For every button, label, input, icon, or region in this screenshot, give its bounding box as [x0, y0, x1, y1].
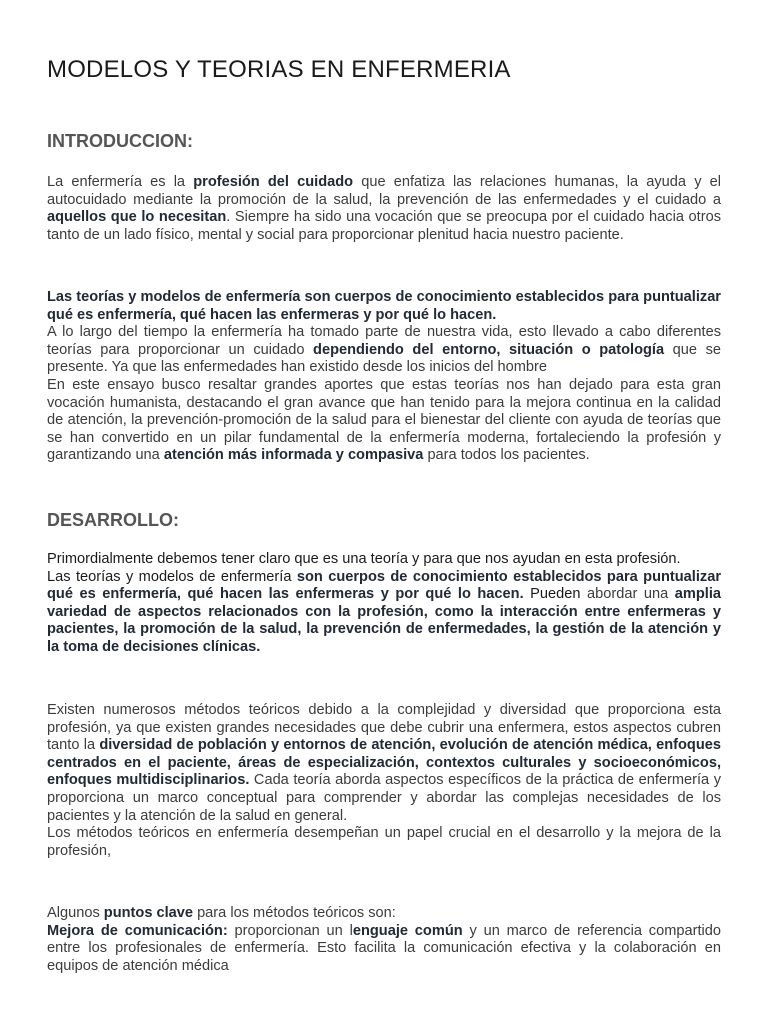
text-span: Algunos — [47, 905, 104, 921]
development-heading: DESARROLLO: — [47, 510, 179, 530]
bold-span: Mejora de comunicación: — [47, 922, 228, 939]
document-title: MODELOS Y TEORIAS EN ENFERMERIA — [47, 56, 511, 83]
bold-span: amplia variedad de aspectos relacionados con la profesión, como la interacción entre enfermeras y pacientes, la promoción de la salud, la prevención de enfermedades, la gestión de la atención y la toma de decisiones clínicas. — [47, 586, 721, 655]
text-span: . Siempre ha sido una vocación que se preocupa por el cuidado hacia otros tanto de un lado físico, mental y social para proporcionar plenitud hacia nuestro paciente. — [47, 209, 721, 243]
text-span: En este ensayo busco resaltar grandes aportes que estas teorías nos han dejado para esta gran vocación humanista, destacando el gran avance que han tenido para la mejora continua en la calidad de atención, la prevención-promoción de la salud para el bienestar del cliente con ayuda de teorías que se han convertido en un pilar fundamental de la enfermería moderna, fortaleciendo la profesión y garantizando una — [47, 376, 721, 464]
bold-span: aquellos que lo necesitan — [47, 209, 227, 226]
text-span: La enfermería es la — [47, 174, 194, 190]
development-paragraph-2 — [47, 702, 721, 860]
bold-span: dependiendo del entorno, situación o patología — [313, 341, 665, 358]
bold-span: diversidad de población y entornos de atención, evolución de atención médica, enfoques centrados en el paciente, áreas de especialización, contextos culturales y socioeconómicos, enfoques multidisciplinarios. — [47, 737, 721, 789]
intro-heading: INTRODUCCION: — [47, 131, 193, 151]
bold-span: Las teorías y modelos de enfermería son cuerpos de conocimiento establecidos para puntualizar qué es enfermería, qué hacen las enfermeras y por qué lo hacen. — [47, 289, 721, 323]
text-span: y un marco de referencia compartido entre los profesionales de enfermería. Esto facilita la comunicación efectiva y la colaboración en equipos de atención médica — [47, 922, 721, 974]
text-span: proporcionan un l — [227, 922, 353, 939]
text-span: que enfatiza las relaciones humanas, la ayuda y el autocuidado mediante la promoción de la salud, la prevención de las enfermedades y el cuidado a — [47, 174, 722, 208]
text-span: para todos los pacientes. — [423, 447, 590, 464]
bold-span: profesión del cuidado — [193, 174, 354, 190]
text-span: Existen numerosos métodos teóricos debido a la complejidad y diversidad que proporciona esta profesión, ya que existen grandes necesidades que debe cubrir una enfermera, estos aspectos cubren tanto la — [47, 702, 721, 754]
text-span: Cada teoría aborda aspectos específicos de la práctica de enfermería y proporciona un marco conceptual para comprender y abordar las complejas necesidades de los pacientes y la atención de la salud en general. — [47, 772, 721, 824]
bold-span: enguaje común — [352, 922, 463, 939]
text-span: para los métodos teóricos son: — [193, 905, 396, 921]
text-span: A lo largo del tiempo la enfermería ha tomado parte de nuestra vida, esto llevado a cabo diferentes teorías para proporcionar un cuidado — [47, 324, 721, 358]
text-span: que se presente. Ya que las enfermedades han existido desde los inicios del hombre — [47, 341, 722, 376]
text-span: abordar una — [587, 586, 675, 603]
bold-span: atención más informada y compasiva — [163, 447, 424, 464]
bold-span: puntos clave — [103, 905, 194, 921]
text-line: Los métodos teóricos en enfermería desempeñan un papel crucial en el desarrollo y la mejora de la profesión, — [47, 825, 721, 859]
intro-paragraph — [47, 174, 721, 244]
bold-span: son cuerpos de conocimiento establecidos para puntualizar qué es enfermería, qué hacen las enfermeras y por qué lo hacen. — [47, 568, 721, 603]
text-span: Las teorías y modelos de enfermería — [47, 568, 297, 585]
theories-paragraph — [47, 289, 721, 465]
development-paragraph-1 — [47, 551, 721, 657]
text-line: Primordialmente debemos tener claro que es una teoría y para que nos ayudan en esta profesión. — [47, 551, 681, 567]
key-points-paragraph — [47, 905, 721, 975]
text-span: Pueden — [523, 586, 588, 603]
